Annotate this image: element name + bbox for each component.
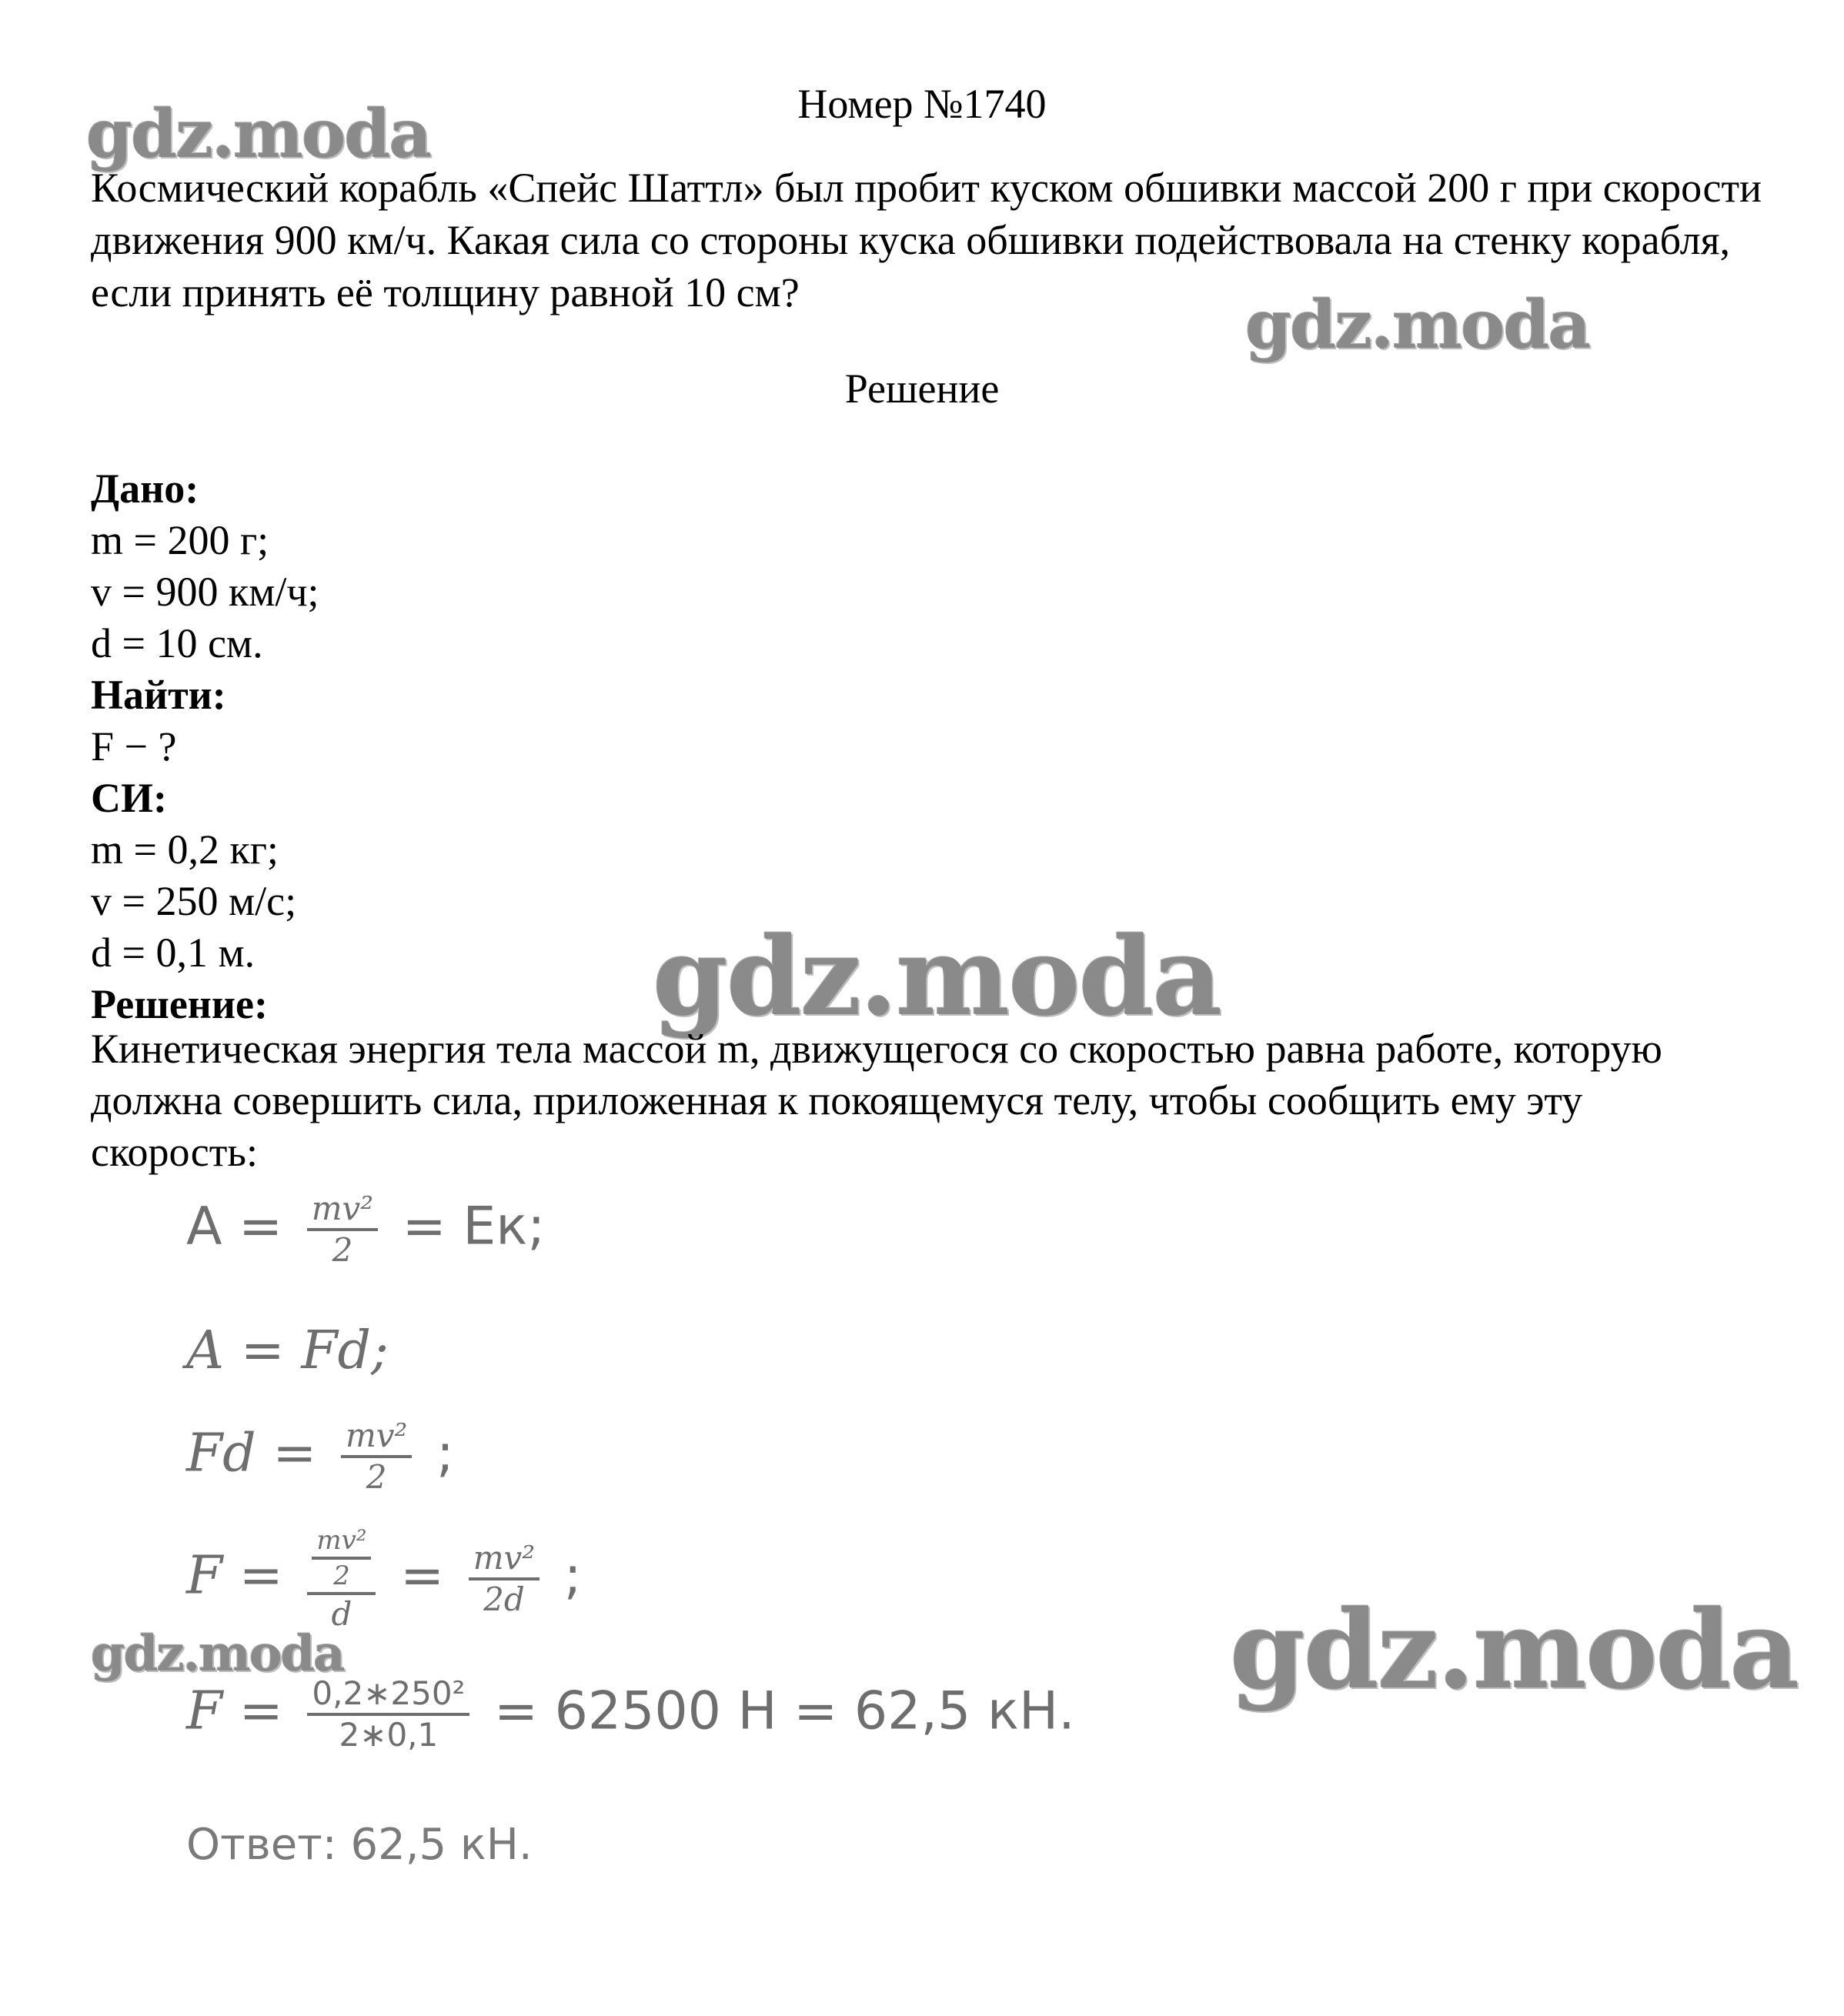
- find-heading: Найти:: [91, 672, 226, 718]
- fraction-denominator: 2: [333, 1560, 350, 1591]
- formula-part: F =: [186, 1681, 283, 1742]
- watermark-center: gdz.moda: [653, 914, 1221, 1040]
- fraction: [341, 1417, 412, 1496]
- given-heading: Дано:: [91, 466, 199, 512]
- formula-part: = Eк;: [402, 1196, 546, 1257]
- given-line: m = 200 г;: [91, 517, 269, 563]
- watermark-top-right: gdz.moda: [1245, 286, 1590, 364]
- fraction-denominator: 2d: [483, 1580, 525, 1618]
- fraction-numerator: [307, 1527, 376, 1595]
- formula-force: [186, 1525, 582, 1633]
- solution-title: Решение: [844, 365, 1000, 412]
- fraction: [307, 1190, 378, 1269]
- formula-part: F =: [186, 1545, 283, 1607]
- given-line: v = 900 км/ч;: [91, 569, 319, 615]
- watermark-bottom-left: gdz.moda: [91, 1625, 344, 1683]
- fraction-numerator: mv²: [307, 1193, 378, 1231]
- fraction: [469, 1539, 540, 1618]
- fraction-numerator: mv²: [341, 1420, 412, 1458]
- fraction-denominator: 2∗0,1: [339, 1716, 439, 1754]
- si-line: m = 0,2 кг;: [91, 826, 279, 873]
- find-line: F − ?: [91, 723, 177, 769]
- formula-kinetic-energy: [186, 1190, 546, 1269]
- watermark-bottom-right: gdz.moda: [1230, 1587, 1799, 1714]
- solution-text: Кинетическая энергия тела массой m, движущегося со скоростью равна работе, которую должна совершить сила, приложенная к покоящемуся телу, чтобы сообщить ему эту скорость:: [91, 1026, 1662, 1175]
- formula-part: A =: [186, 1196, 283, 1257]
- formula-calculation: [186, 1674, 1075, 1754]
- fraction-denominator: 2: [366, 1458, 387, 1496]
- formula-work: [186, 1320, 389, 1381]
- nested-fraction: [312, 1527, 371, 1589]
- formula-part: Fd =: [186, 1423, 317, 1484]
- formula-part: A = Fd;: [186, 1320, 389, 1381]
- problem-text: Космический корабль «Спейс Шаттл» был пробит куском обшивки массой 200 г при скорости движения 900 км/ч. Какая сила со стороны куска обшивки подействовала на стенку корабля, если принять её толщину равной 10 см?: [91, 165, 1762, 315]
- fraction-denominator: 2: [332, 1231, 353, 1269]
- formula-part: = 62500 Н = 62,5 кН.: [494, 1681, 1075, 1742]
- solution-heading: Решение:: [91, 981, 268, 1027]
- si-heading: СИ:: [91, 775, 167, 821]
- fraction-denominator: d: [331, 1595, 352, 1633]
- formula-part: ;: [436, 1423, 454, 1484]
- fraction: [307, 1674, 469, 1754]
- watermark-top-left: gdz.moda: [86, 95, 431, 173]
- fraction-numerator: 0,2∗250²: [307, 1677, 469, 1716]
- fraction-numerator: mv²: [312, 1527, 371, 1560]
- given-line: d = 10 см.: [91, 620, 263, 666]
- fraction-numerator: mv²: [469, 1542, 540, 1580]
- formula-part: =: [400, 1545, 445, 1607]
- fraction: [307, 1525, 376, 1633]
- formula-part: ;: [563, 1545, 582, 1607]
- page-title: Номер №1740: [797, 81, 1047, 127]
- answer: Ответ: 62,5 кН.: [186, 1820, 533, 1870]
- formula-fd: [186, 1417, 454, 1496]
- si-line: d = 0,1 м.: [91, 930, 256, 976]
- si-line: v = 250 м/с;: [91, 878, 297, 924]
